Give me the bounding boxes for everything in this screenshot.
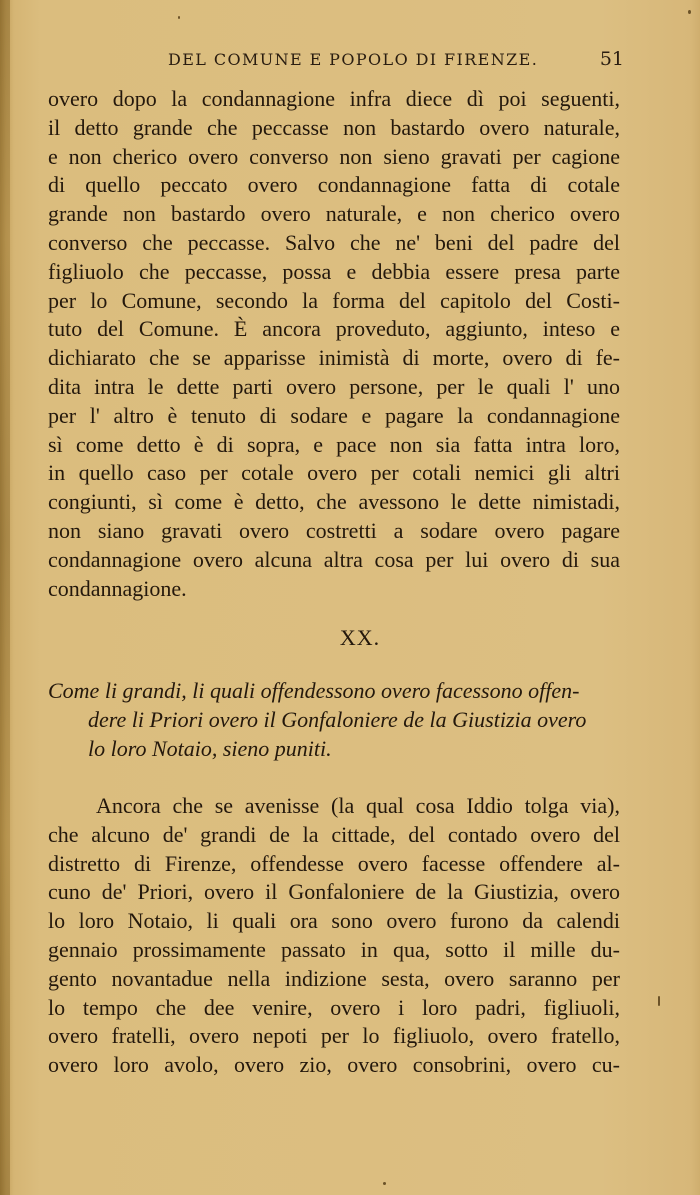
text-line: gennaio prossimamente passato in qua, sotto il mille du-	[48, 936, 620, 962]
running-header	[48, 50, 624, 74]
page-number: 51	[599, 48, 624, 70]
text-line: dita intra le dette parti overo persone, per le quali l' uno	[48, 373, 620, 399]
text-line: che alcuno de' grandi de la cittade, del contado overo del	[48, 821, 620, 847]
paper-speck	[688, 10, 691, 14]
text-line: lo tempo che dee venire, overo i loro padri, figliuoli,	[48, 994, 620, 1020]
text-line: overo dopo la condannagione infra diece dì poi seguenti,	[48, 86, 620, 111]
rubric-line: Come li grandi, li quali offendessono overo facessono offen-	[48, 678, 580, 703]
text-line: il detto grande che peccasse non bastardo overo naturale,	[48, 114, 620, 140]
text-line: congiunti, sì come è detto, che avessono le dette nimistadi,	[48, 489, 620, 515]
text-line: di quello peccato overo condannagione fatta di cotale	[48, 172, 620, 198]
text-line: non siano gravati overo costretti a sodare overo pagare	[48, 517, 620, 543]
text-line: condannagione overo alcuna altra cosa per lui overo di sua	[48, 546, 620, 572]
text-line: in quello caso per cotale overo per cotali nemici gli altri	[48, 460, 620, 486]
text-line: per l' altro è tenuto di sodare e pagare la condannagione	[48, 402, 620, 428]
text-line: converso che peccasse. Salvo che ne' beni del padre del	[48, 229, 620, 255]
text-line: cuno de' Priori, overo il Gonfaloniere de la Giustizia, overo	[48, 879, 620, 905]
text-line: e non cherico overo converso non sieno gravati per cagione	[48, 143, 620, 169]
text-line: lo loro Notaio, li quali ora sono overo furono da calendi	[48, 908, 620, 934]
text-line: tuto del Comune. È ancora proveduto, aggiunto, inteso e	[48, 316, 620, 342]
text-line: distretto di Firenze, offendesse overo facesse offendere al-	[48, 850, 620, 876]
text-line: grande non bastardo overo naturale, e non cherico overo	[48, 201, 620, 227]
paper-speck	[658, 996, 660, 1006]
text-line: Ancora che se avenisse (la qual cosa Iddio tolga via),	[96, 793, 620, 818]
running-title: DEL COMUNE E POPOLO DI FIRENZE.	[168, 50, 539, 69]
paper-speck	[383, 1182, 386, 1185]
text-line: figliuolo che peccasse, possa e debbia essere presa parte	[48, 258, 620, 284]
paper-speck	[178, 16, 180, 19]
rubric-line: dere li Priori overo il Gonfaloniere de la Giustizia overo	[88, 707, 587, 732]
page-gutter-shadow	[0, 0, 10, 1195]
rubric-line: lo loro Notaio, sieno puniti.	[88, 736, 332, 761]
text-line: per lo Comune, secondo la forma del capitolo del Costi-	[48, 287, 620, 313]
text-line: dichiarato che se apparisse inimistà di morte, overo di fe-	[48, 345, 620, 371]
section-rubric	[48, 676, 620, 763]
section-heading: XX.	[339, 625, 381, 650]
text-line: overo loro avolo, overo zio, overo consobrini, overo cu-	[48, 1052, 620, 1078]
paragraph-continued	[48, 85, 620, 603]
text-line: overo fratelli, overo nepoti per lo figliuolo, overo fratello,	[48, 1023, 620, 1049]
text-line: gento novantadue nella indizione sesta, overo saranno per	[48, 965, 620, 991]
section-paragraph	[48, 792, 620, 1080]
text-line: sì come detto è di sopra, e pace non sia fatta intra loro,	[48, 431, 620, 457]
text-line: condannagione.	[48, 575, 187, 601]
